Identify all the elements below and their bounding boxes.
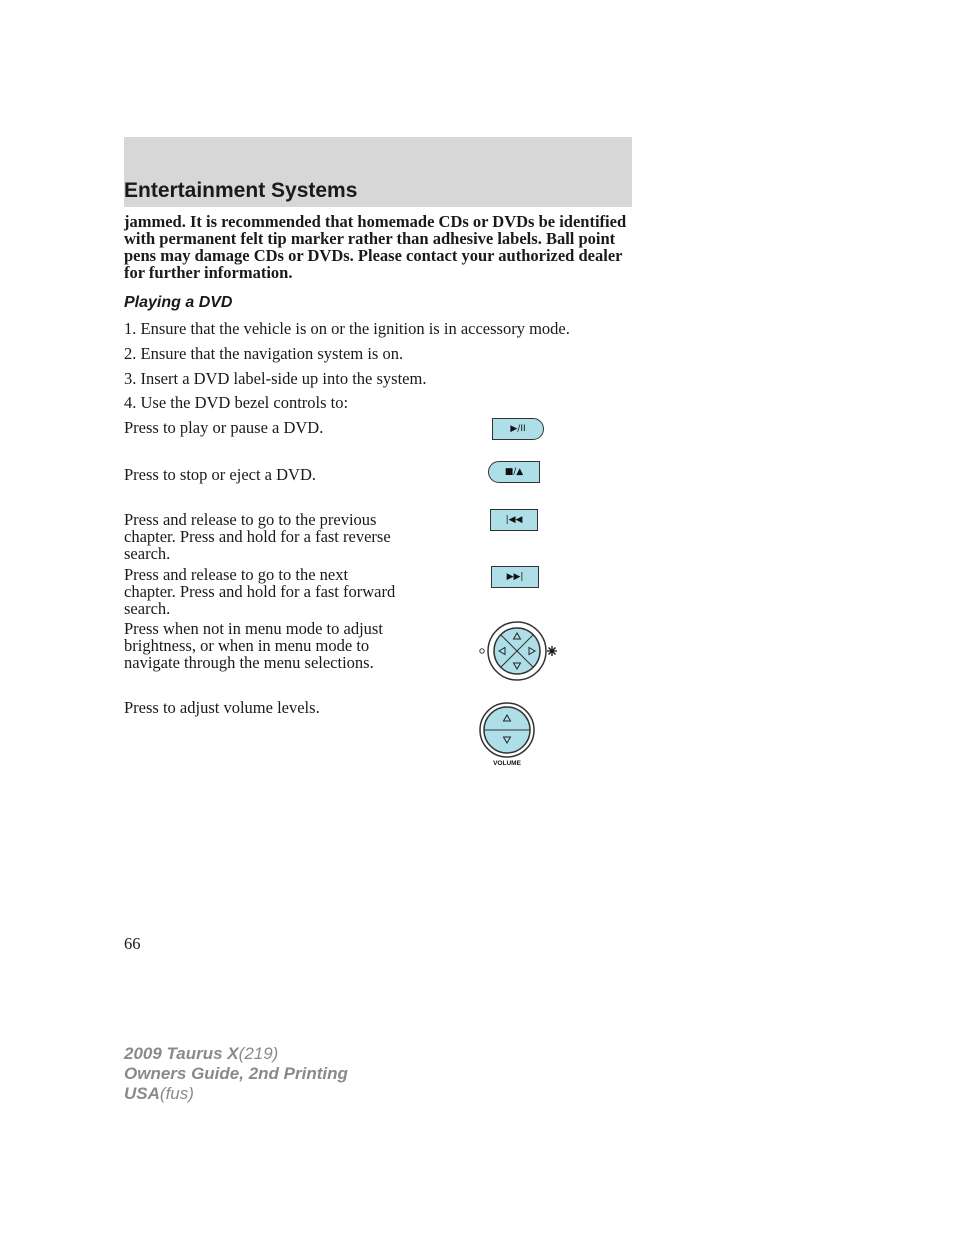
brightness-navigation-pad-icon <box>474 618 560 684</box>
footer-model: 2009 Taurus X <box>124 1044 239 1063</box>
footer-line-3 <box>124 1084 348 1104</box>
control-text-next: Press and release to go to the next chapter. Press and hold for a fast forward search. <box>124 565 396 618</box>
control-text-brightness: Press when not in menu mode to adjust brightness, or when in menu mode to navigate through the menu selections. <box>124 619 383 672</box>
control-text-stop: Press to stop or eject a DVD. <box>124 465 317 484</box>
volume-label: VOLUME <box>493 760 521 767</box>
section-heading: Playing a DVD <box>124 294 233 311</box>
step-3: 3. Insert a DVD label-side up into the system. <box>124 369 427 388</box>
stop-eject-icon <box>488 461 540 483</box>
volume-knob-icon <box>478 700 536 768</box>
step-1: 1. Ensure that the vehicle is on or the ignition is in accessory mode. <box>124 319 570 338</box>
play-pause-glyph: ▶/II <box>510 424 526 434</box>
next-chapter-icon <box>491 566 539 588</box>
page-section-title: Entertainment Systems <box>124 179 358 202</box>
previous-chapter-icon <box>490 509 538 531</box>
previous-chapter-glyph: |◀◀ <box>505 515 523 525</box>
page-number: 66 <box>124 934 141 953</box>
footer-line-2 <box>124 1064 348 1084</box>
footer-model-code: (219) <box>238 1044 279 1063</box>
footer-print-info <box>124 1044 348 1104</box>
footer-market-code: (fus) <box>159 1084 194 1103</box>
control-text-play: Press to play or pause a DVD. <box>124 418 324 437</box>
step-4: 4. Use the DVD bezel controls to: <box>124 393 349 412</box>
next-chapter-glyph: ▶▶| <box>506 572 524 582</box>
control-text-volume: Press to adjust volume levels. <box>124 698 320 717</box>
stop-eject-glyph: ■/▲ <box>504 467 524 477</box>
play-pause-icon <box>492 418 544 440</box>
footer-guide-edition: Owners Guide, 2nd Printing <box>124 1064 348 1083</box>
footer-market: USA <box>124 1084 160 1103</box>
intro-paragraph: jammed. It is recommended that homemade CDs or DVDs be identified with permanent felt tip marker rather than adhesive labels. Ball point pens may damage CDs or DVDs. Please contact your authorized dealer for further information. <box>124 212 627 282</box>
step-2: 2. Ensure that the navigation system is on. <box>124 344 404 363</box>
footer-line-1 <box>124 1044 348 1064</box>
control-text-previous: Press and release to go to the previous chapter. Press and hold for a fast reverse search. <box>124 510 391 563</box>
